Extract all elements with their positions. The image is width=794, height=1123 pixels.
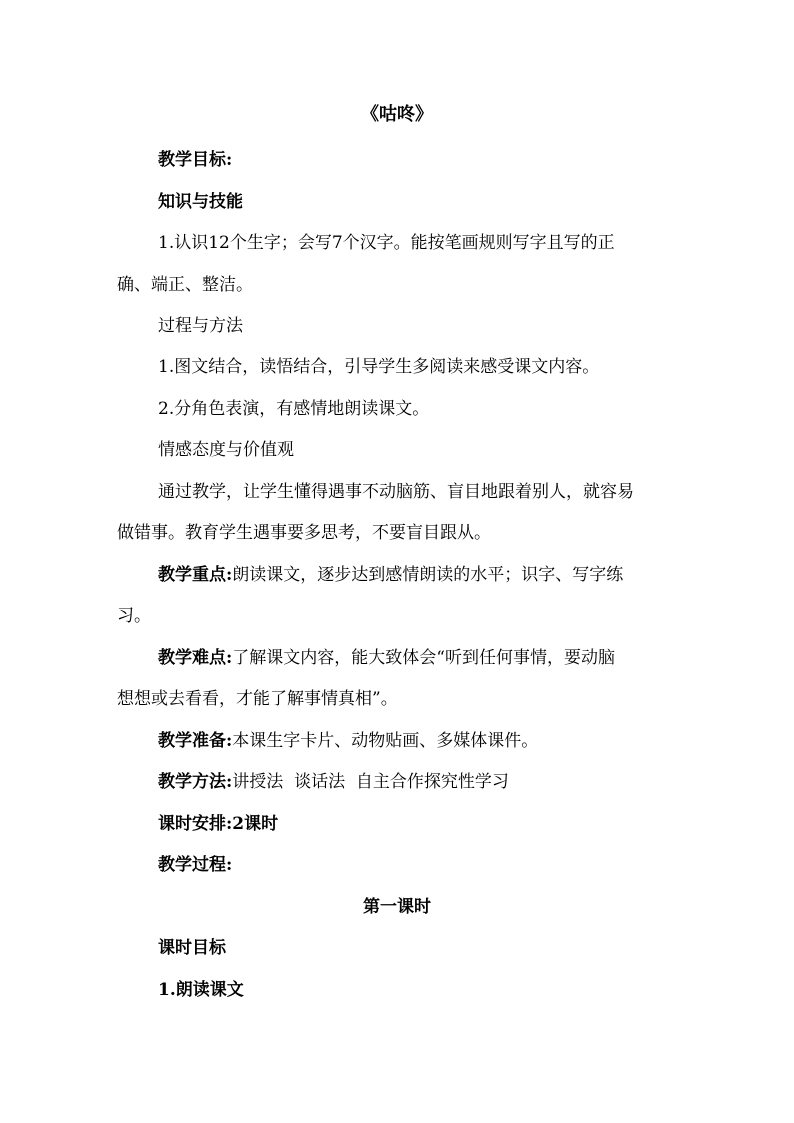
lesson-goal-heading: 课时目标 xyxy=(158,938,226,958)
emotion-line-2: 做错事。教育学生遇事要多思考，不要盲目跟从。 xyxy=(117,523,491,543)
teaching-focus-line-1 xyxy=(158,563,623,587)
teaching-process-heading: 教学过程: xyxy=(158,855,233,875)
objectives-heading: 教学目标: xyxy=(158,150,233,170)
teaching-focus-text: 朗读课文，逐步达到感情朗读的水平；识字、写字练 xyxy=(232,565,624,585)
teaching-method-line xyxy=(158,770,509,794)
teaching-method-label: 教学方法: xyxy=(158,772,233,792)
knowledge-item-1-line-2: 确、端正、整洁。 xyxy=(117,275,253,295)
lesson-heading: 第一课时 xyxy=(363,897,431,917)
teaching-focus-line-2: 习。 xyxy=(117,606,151,626)
teaching-focus-label: 教学重点: xyxy=(158,565,233,585)
teaching-difficulty-label: 教学难点: xyxy=(158,648,233,668)
teaching-difficulty-line-1 xyxy=(158,646,615,670)
teaching-prep-line xyxy=(158,729,538,753)
lesson-schedule: 课时安排:2课时 xyxy=(158,814,279,834)
teaching-difficulty-line-2: 想想或去看看，才能了解事情真相”。 xyxy=(117,689,398,709)
process-item-2: 2.分角色表演，有感情地朗读课文。 xyxy=(158,399,430,419)
teaching-method-text: 讲授法 谈话法 自主合作探究性学习 xyxy=(232,772,509,792)
process-heading: 过程与方法 xyxy=(158,316,243,336)
teaching-prep-label: 教学准备: xyxy=(158,731,233,751)
teaching-difficulty-text: 了解课文内容，能大致体会“听到任何事情，要动脑 xyxy=(232,648,615,668)
emotion-heading: 情感态度与价值观 xyxy=(158,440,294,460)
document-title: 《咕咚》 xyxy=(361,104,433,125)
lesson-goal-item-1: 1.朗读课文 xyxy=(158,980,244,1000)
knowledge-item-1-line-1: 1.认识12个生字；会写7个汉字。能按笔画规则写字且写的正 xyxy=(158,233,615,253)
knowledge-heading: 知识与技能 xyxy=(158,192,243,212)
process-item-1: 1.图文结合，读悟结合，引导学生多阅读来感受课文内容。 xyxy=(158,357,600,377)
teaching-prep-text: 本课生字卡片、动物贴画、多媒体课件。 xyxy=(232,731,539,751)
emotion-line-1: 通过教学，让学生懂得遇事不动脑筋、盲目地跟着别人，就容易 xyxy=(158,482,634,502)
